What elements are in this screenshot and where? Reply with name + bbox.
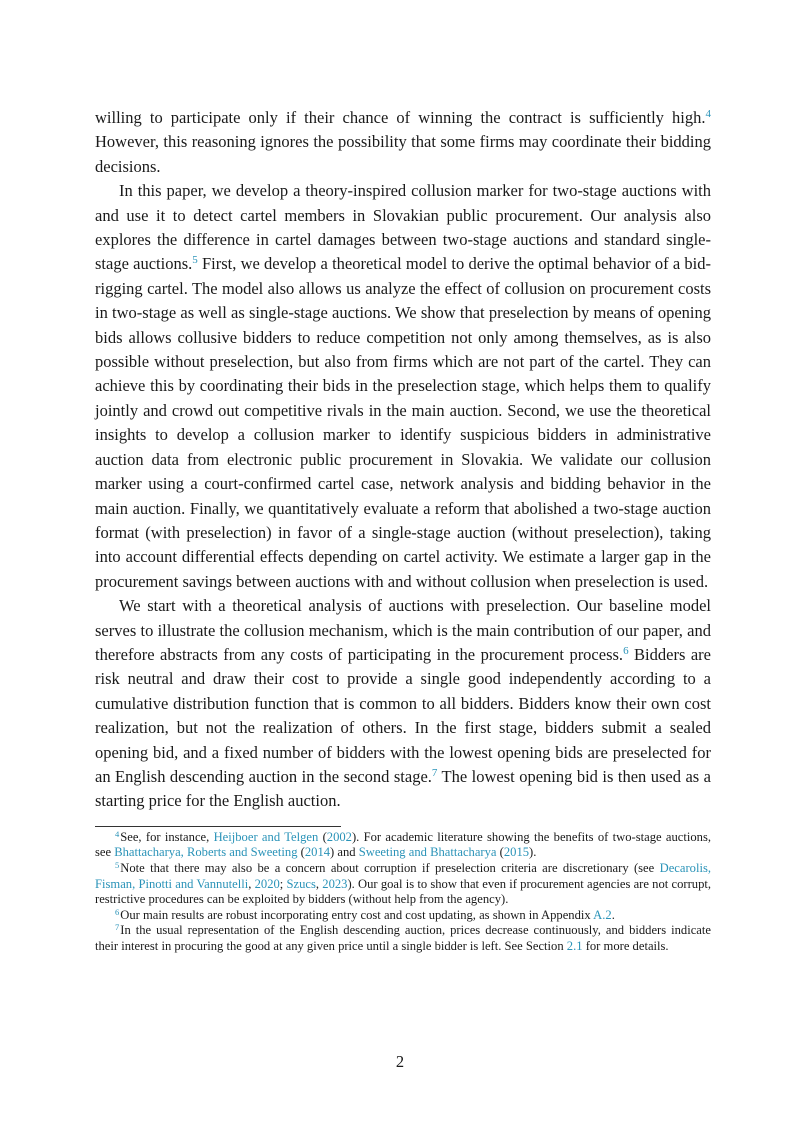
footnote-divider (95, 826, 341, 827)
paragraph-text: However, this reasoning ignores the possibility that some firms may coordinate their bidding decisions. (95, 132, 711, 176)
footnote-7 (95, 923, 711, 954)
footnote-text: ( (496, 845, 504, 860)
footnote-text: ; (279, 876, 287, 891)
citation-link[interactable]: Sweeting and Bhattacharya (358, 845, 497, 860)
citation-link[interactable]: Bhattacharya, Roberts and Sweeting (114, 845, 298, 860)
footnote-text: ). For academic literature showing the benefits of two-stage auctions, see (95, 829, 711, 860)
footnote-text: In the usual representation of the English descending auction, prices decrease continuously, and bidders indicate their interest in procuring the good at any given price until a single bidder is left. See Section (95, 923, 711, 953)
footnote-mark: 4 (115, 828, 120, 839)
footnote-mark: 5 (115, 859, 120, 870)
citation-link[interactable]: 2015 (503, 845, 530, 860)
paragraph-text: willing to participate only if their chance of winning the contract is sufficiently high. (95, 108, 706, 127)
paragraph-3 (95, 594, 711, 814)
paragraph-2 (95, 179, 711, 594)
footnote-6 (95, 908, 711, 924)
footnote-mark: 7 (115, 922, 120, 933)
paragraph-text: We start with a theoretical analysis of auctions with preselection. Our baseline model serves to illustrate the collusion mechanism, which is the main contribution of our paper, and therefore abstracts from any costs of participating in the procurement process. (95, 596, 711, 664)
paragraph-text: In this paper, we develop a theory-inspired collusion marker for two-stage auctions with and use it to detect cartel members in Slovakian public procurement. Our analysis also explores the difference in cartel damages between two-stage auctions and standard single-stage auctions. (95, 181, 711, 274)
citation-link[interactable]: Heijboer and Telgen (213, 829, 319, 844)
footnote-ref-6[interactable]: 6 (623, 644, 629, 657)
footnote-text: for more details. (582, 938, 669, 953)
citation-link[interactable]: Szucs (286, 876, 316, 891)
footnote-ref-5[interactable]: 5 (192, 254, 198, 267)
citation-link[interactable]: 2014 (304, 845, 331, 860)
citation-link[interactable]: 2023 (322, 876, 348, 891)
citation-link[interactable]: Decarolis, Fisman, Pinotti and Vannutelli (95, 860, 711, 891)
footnote-text: See, for instance, (120, 829, 214, 844)
body-text (95, 106, 711, 814)
footnote-5 (95, 861, 711, 908)
footnote-text: , (315, 876, 323, 891)
footnote-text: , (248, 876, 255, 891)
footnote-text: ) and (330, 845, 359, 860)
footnote-ref-4[interactable]: 4 (705, 108, 711, 120)
citation-link[interactable]: 2020 (254, 876, 280, 891)
paragraph-text: Bidders are risk neutral and draw their cost to provide a single good independently according to a cumulative distribution function that is common to all bidders. Bidders know their own cost realization, but not the realization of others. In the first stage, bidders submit a sealed opening bid, and a fixed number of bidders with the lowest opening bids are preselected for an English descending auction in the second stage. (95, 644, 711, 786)
page-content (95, 106, 711, 955)
paragraph-text: First, we develop a theoretical model to derive the optimal behavior of a bid-rigging cartel. The model also allows us analyze the effect of collusion on procurement costs in two-stage as well as single-stage auctions. We show that preselection by means of opening bids allows collusive bidders to reduce competition not only among themselves, as is also possible without preselection, but also from firms which are not part of the cartel. They can achieve this by coordinating their bids in the preselection stage, which helps them to qualify jointly and crowd out competitive rivals in the main auction. Second, we use the theoretical insights to develop a collusion marker to identify suspicious bidders in administrative auction data from electronic public procurement in Slovakia. We validate our collusion marker using a court-confirmed cartel case, network analysis and bidding behavior in the main auction. Finally, we quantitatively evaluate a reform that abolished a two-stage auction format (with preselection) in favor of a single-stage auction (without preselection), taking into account differential effects depending on cartel activity. We estimate a larger gap in the procurement savings between auctions with and without collusion when preselection is used. (95, 254, 711, 591)
citation-link[interactable]: A.2 (593, 907, 612, 922)
footnote-ref-7[interactable]: 7 (431, 766, 438, 779)
footnote-4 (95, 830, 711, 861)
footnote-text: ). Our goal is to show that even if procurement agencies are not corrupt, restrictive procedures can be exploited by bidders (without help from the agency). (95, 876, 712, 907)
paragraph-1 (95, 106, 711, 179)
footnote-text: ). (529, 845, 537, 860)
footnotes (95, 830, 711, 955)
footnote-text: ( (318, 829, 327, 844)
footnote-text: . (611, 907, 615, 922)
paragraph-text: The lowest opening bid is then used as a starting price for the English auction. (95, 766, 711, 811)
footnote-text: ( (297, 845, 305, 860)
footnote-mark: 6 (115, 906, 120, 917)
citation-link[interactable]: 2002 (326, 829, 352, 844)
footnote-text: Note that there may also be a concern about corruption if preselection criteria are discretionary (see (120, 860, 660, 875)
footnote-text: Our main results are robust incorporating entry cost and cost updating, as shown in Appendix (120, 907, 594, 922)
page-number: 2 (395, 1052, 405, 1071)
citation-link[interactable]: 2.1 (566, 938, 583, 953)
